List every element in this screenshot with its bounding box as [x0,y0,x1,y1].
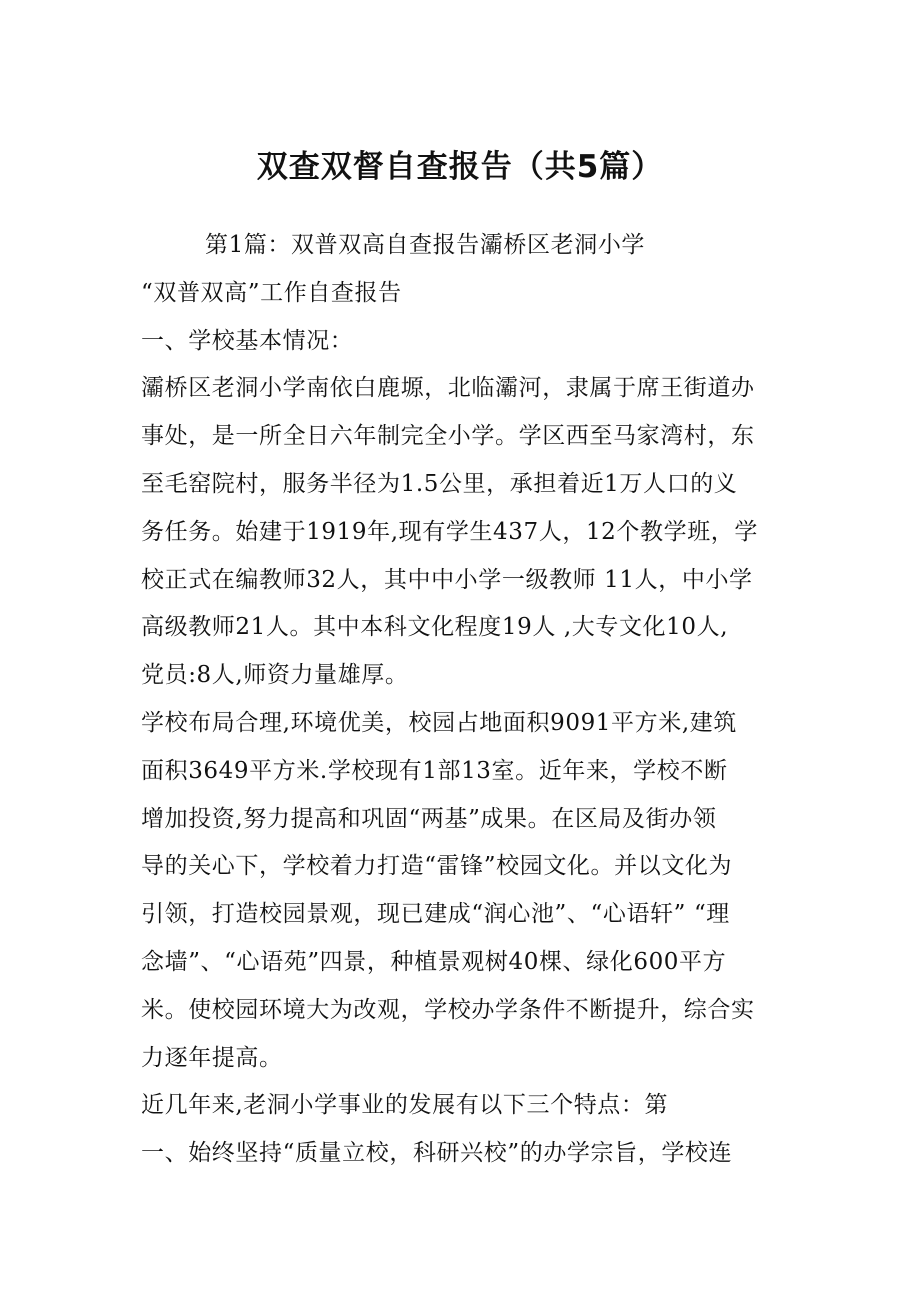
text-line: 引领，打造校园景观，现已建成“润心池”、“心语轩” “理 [141,901,730,928]
text-line: 至毛窑院村，服务半径为1.5公里，承担着近1万人口的义 [141,470,738,497]
document-title: 双查双督自查报告（共5篇） [256,149,664,185]
text-line: 米。使校园环境大为改观，学校办学条件不断提升，综合实 [141,996,755,1023]
text-line: 务任务。始建于1919年,现有学生437人，12个教学班，学 [141,518,759,545]
text-line: 一、始终坚持“质量立校，科研兴校”的办学宗旨，学校连 [141,1140,733,1167]
text-line: 一、学校基本情况： [141,327,354,354]
text-line: 事处，是一所全日六年制完全小学。学区西至马家湾村，东 [141,423,755,450]
text-line: 力逐年提高。 [141,1044,283,1071]
document-body [141,222,781,1178]
text-line: 念墙”、“心语苑”四景，种植景观树40棵、绿化600平方 [141,948,727,975]
text-line: 增加投资,努力提高和巩固“两基”成果。在区局及街办领 [141,805,717,832]
text-line: 灞桥区老洞小学南依白鹿塬，北临灞河，隶属于席王街道办 [141,375,755,402]
text-line: 导的关心下，学校着力打造“雷锋”校园文化。并以文化为 [141,853,733,880]
text-line: “双普双高”工作自查报告 [141,279,402,306]
text-line: 党员:8人,师资力量雄厚。 [141,662,409,689]
text-line: 高级教师21人。其中本科文化程度19人 ,大专文化10人, [141,614,729,641]
text-line: 学校布局合理,环境优美，校园占地面积9091平方米,建筑 [141,709,737,736]
text-line: 近几年来,老洞小学事业的发展有以下三个特点：第 [141,1092,669,1119]
text-line: 校正式在编教师32人，其中中小学一级教师 11人，中小学 [141,566,753,593]
text-line-section-heading: 第1篇：双普双高自查报告灞桥区老洞小学 [205,232,646,258]
text-line: 面积3649平方米.学校现有1部13室。近年来，学校不断 [141,757,728,784]
